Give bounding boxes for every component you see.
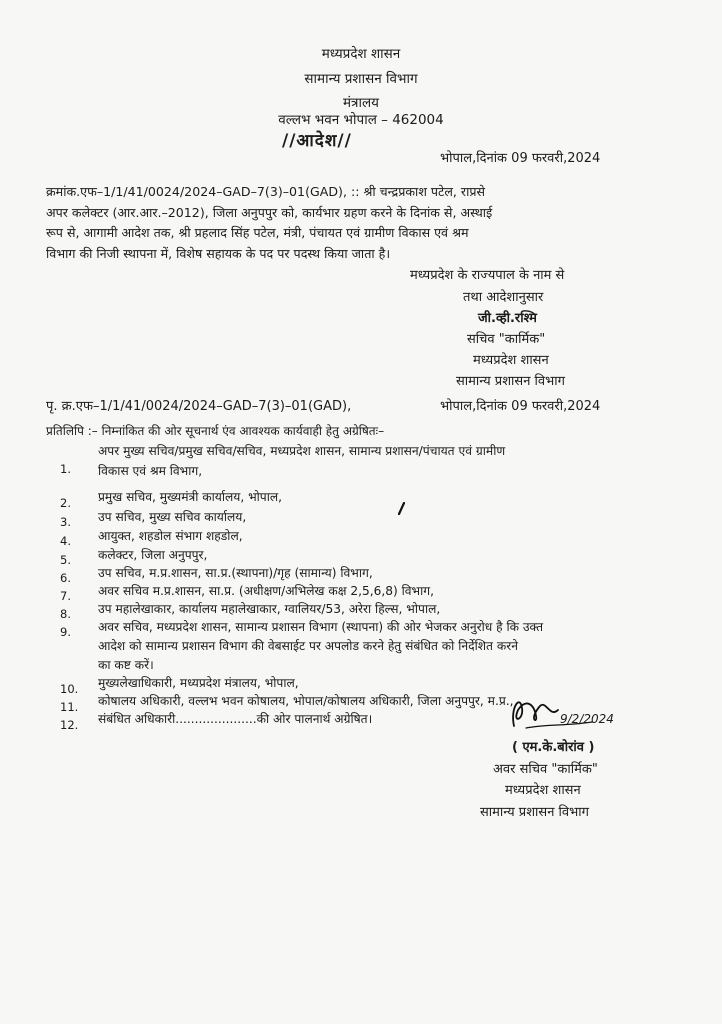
list-item-number: 9.: [60, 625, 71, 639]
list-item-number: 11.: [60, 700, 79, 714]
list-item-number: 8.: [60, 607, 71, 621]
order-body-line: अपर कलेक्टर (आर.आर.–2012), जिला अनुपपुर को, कार्यभार ग्रहण करने के दिनांक से, अस्थाई: [46, 204, 493, 220]
list-item-text: कलेक्टर, जिला अनुपपुर,: [98, 548, 208, 562]
list-item-number: 6.: [60, 571, 71, 585]
list-item-text: आयुक्त, शहडोल संभाग शहडोल,: [98, 529, 243, 543]
header-ministry: मंत्रालय: [342, 95, 379, 111]
signatory-title-2: अवर सचिव "कार्मिक": [493, 762, 598, 777]
order-body: [46, 182, 646, 264]
order-body-line: विभाग की निजी स्थापना में, विशेष सहायक के पद पर पदस्थ किया जाता है।: [46, 245, 391, 261]
order-body-line: रूप से, आगामी आदेश तक, श्री प्रहलाद सिंह पटेल, मंत्री, पंचायत एवं ग्रामीण विकास एवं श्रम: [46, 225, 469, 240]
signatory-title-1: सचिव "कार्मिक": [467, 332, 546, 347]
copy-reference: पृ. क्र.एफ–1/1/41/0024/2024–GAD–7(3)–01(GAD),: [46, 399, 352, 414]
signatory-org-1: मध्यप्रदेश शासन: [473, 353, 549, 368]
signatory-name-1: जी.व्ही.रश्मि: [478, 311, 537, 326]
signatory-dept-2: सामान्य प्रशासन विभाग: [480, 805, 589, 820]
list-item-number: 1.: [60, 462, 71, 476]
closing-governor: मध्यप्रदेश के राज्यपाल के नाम से: [410, 268, 565, 283]
list-item-text: विकास एवं श्रम विभाग,: [98, 464, 203, 478]
header-department: सामान्य प्रशासन विभाग: [304, 71, 418, 87]
order-date: भोपाल,दिनांक 09 फरवरी,2024: [440, 151, 601, 166]
list-item-number: 5.: [60, 553, 71, 567]
list-item-number: 3.: [60, 515, 71, 529]
list-item-text: अवर सचिव, मध्यप्रदेश शासन, सामान्य प्रशासन विभाग (स्थापना) की ओर भेजकर अनुरोध है कि उक्त: [98, 620, 544, 634]
signatory-dept-1: सामान्य प्रशासन विभाग: [456, 374, 565, 389]
list-item-text: उप महालेखाकार, कार्यालय महालेखाकार, ग्वालियर/53, अरेरा हिल्स, भोपाल,: [98, 602, 441, 616]
list-item-text: आदेश को सामान्य प्रशासन विभाग की वेबसाईट पर अपलोड करने हेतु संबंधित को निर्देशित करने: [98, 639, 518, 653]
list-item-text: कोषालय अधिकारी, वल्लभ भवन कोषालय, भोपाल/कोषालय अधिकारी, जिला अनुपपुर, म.प्र.,: [98, 694, 514, 708]
list-item-text: का कष्ट करें।: [98, 658, 154, 672]
list-item-text: मुख्यलेखाधिकारी, मध्यप्रदेश मंत्रालय, भोपाल,: [98, 676, 299, 690]
list-item-number: 4.: [60, 534, 71, 548]
signatory-org-2: मध्यप्रदेश शासन: [505, 783, 581, 798]
copy-intro: प्रतिलिपि :– निम्नांकित की ओर सूचनार्थ एंव आवश्यक कार्यवाही हेतु अग्रेषितः–: [46, 424, 385, 438]
list-item-number: 12.: [60, 718, 79, 732]
order-body-line: क्रमांक.एफ–1/1/41/0024/2024–GAD–7(3)–01(GAD), :: श्री चन्द्रप्रकाश पटेल, राप्रसे: [46, 184, 486, 199]
header-government: मध्यप्रदेश शासन: [321, 46, 401, 62]
copy-date: भोपाल,दिनांक 09 फरवरी,2024: [440, 399, 601, 414]
list-item-text: उप सचिव, मुख्य सचिव कार्यालय,: [98, 510, 247, 524]
closing-order: तथा आदेशानुसार: [463, 290, 544, 305]
signature-date: 9/2/2024: [560, 712, 614, 726]
signatory-name-2: ( एम.के.बोरांव ): [512, 740, 595, 755]
list-item-number: 2.: [60, 496, 71, 510]
header-address: वल्लभ भवन भोपाल – 462004: [278, 112, 444, 128]
list-item-text: उप सचिव, म.प्र.शासन, सा.प्र.(स्थापना)/गृह (सामान्य) विभाग,: [98, 566, 373, 580]
list-item-text: अपर मुख्य सचिव/प्रमुख सचिव/सचिव, मध्यप्रदेश शासन, सामान्य प्रशासन/पंचायत एवं ग्रामीण: [98, 444, 506, 458]
pen-mark-icon: [396, 502, 408, 516]
list-item-text: प्रमुख सचिव, मुख्यमंत्री कार्यालय, भोपाल,: [98, 490, 283, 504]
list-item-text: अवर सचिव म.प्र.शासन, सा.प्र. (अधीक्षण/अभिलेख कक्ष 2,5,6,8) विभाग,: [98, 584, 434, 598]
list-item-text: संबंधित अधिकारी.....................की ओर पालनार्थ अग्रेषित।: [98, 712, 373, 726]
list-item-number: 7.: [60, 589, 71, 603]
order-title: //आदेश//: [282, 131, 352, 151]
list-item-number: 10.: [60, 682, 79, 696]
